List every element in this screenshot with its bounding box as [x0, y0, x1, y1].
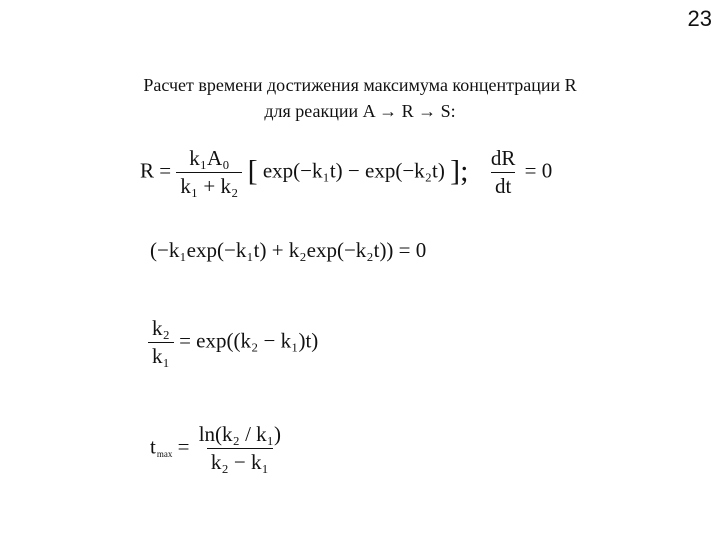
eq3-fraction-denominator: k₁: [148, 342, 174, 367]
eq1-bracket-close: ];: [450, 154, 469, 188]
equation-t-max: [150, 424, 285, 473]
eq1-exp-term-2: exp(−k₂t): [365, 158, 445, 183]
page-number: 23: [687, 6, 712, 31]
eq1-exp-term-1: exp(−k₁t): [262, 158, 343, 183]
eq4-fraction-numerator: ln(k₂ / k₁): [198, 422, 281, 446]
eq1-bracket-open: [: [247, 154, 258, 188]
eq1-lhs: R =: [140, 158, 172, 183]
equation-derivative-zero: [150, 240, 426, 261]
eq4-fraction: [195, 424, 285, 473]
eq4-fraction-denominator: k₂ − k₁: [207, 448, 273, 473]
equation-rate-ratio: [148, 318, 318, 367]
eq1-derivative-denominator: dt: [491, 172, 515, 197]
equation-concentration-r: [140, 148, 552, 197]
eq1-derivative-numerator: dR: [490, 146, 516, 170]
eq3-fraction: [148, 318, 174, 367]
eq3-fraction-numerator: k₂: [152, 316, 170, 340]
slide-title-line-2: для реакции A → R → S:: [264, 101, 456, 121]
eq4-lhs: t: [150, 434, 156, 459]
eq1-derivative: [487, 148, 520, 197]
eq1-derivative-rhs: = 0: [524, 158, 553, 183]
slide-title-line-1: Расчет времени достижения максимума концентрации R: [143, 75, 577, 95]
eq3-rhs: = exp((k₂ − k₁)t): [179, 328, 319, 353]
eq2-expression: (−k₁exp(−k₁t) + k₂exp(−k₂t)) = 0: [150, 238, 427, 262]
eq1-fraction-numerator: k₁A₀: [189, 146, 230, 170]
eq4-lhs-subscript: max: [156, 449, 173, 460]
eq1-fraction-denominator: k₁ + k₂: [176, 172, 242, 197]
eq1-minus: −: [347, 158, 360, 183]
eq4-equals: =: [177, 434, 190, 459]
eq1-fraction: [176, 148, 242, 197]
